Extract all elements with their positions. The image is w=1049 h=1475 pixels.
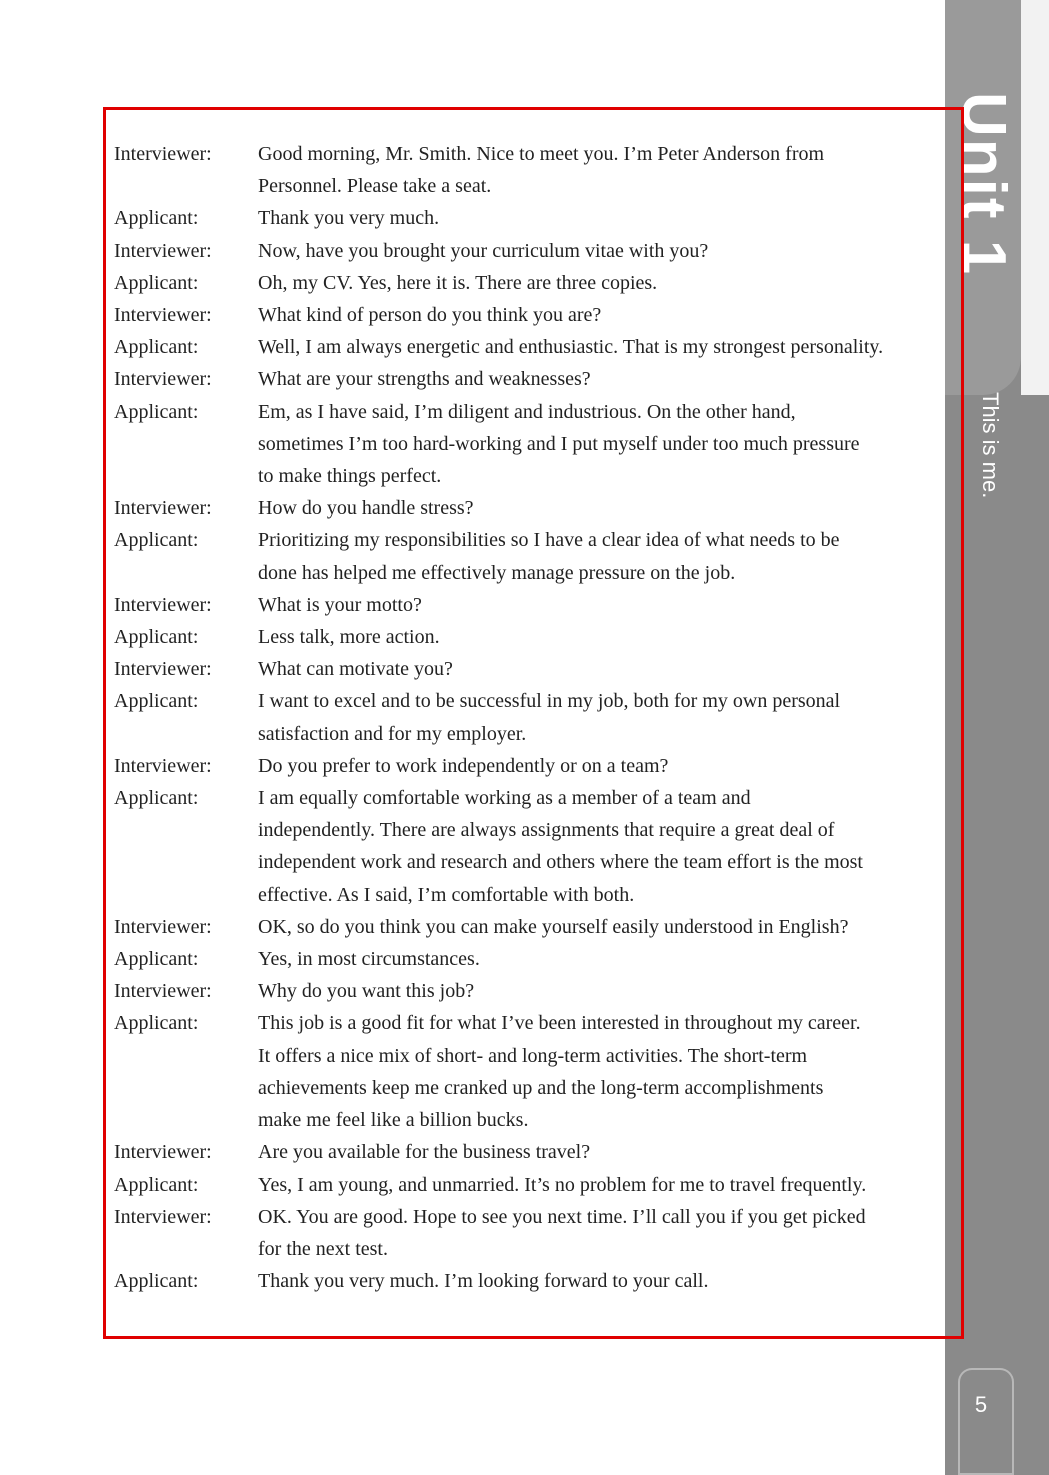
speaker-label: Interviewer: <box>114 497 212 520</box>
utterance-line: Good morning, Mr. Smith. Nice to meet you. I’m Peter Anderson from <box>258 143 825 165</box>
utterance <box>258 653 944 685</box>
utterance-line: What are your strengths and weaknesses? <box>258 368 591 391</box>
speaker-label: Applicant: <box>114 400 199 423</box>
speaker-label: Interviewer: <box>114 304 212 327</box>
dialogue-row <box>114 235 944 267</box>
utterance-line: What is your motto? <box>258 593 422 616</box>
utterance <box>258 235 944 267</box>
dialogue-row <box>114 363 944 395</box>
utterance-line: Prioritizing my responsibilities so I have a clear idea of what needs to be <box>258 529 840 552</box>
utterance-line: OK, so do you think you can make yourself easily understood in English? <box>258 915 849 938</box>
utterance <box>258 975 944 1007</box>
utterance <box>258 363 944 395</box>
utterance-line: for the next test. <box>258 1237 388 1260</box>
page-number-tab <box>958 1368 1014 1475</box>
dialogue-row <box>114 1136 944 1168</box>
dialogue-row <box>114 911 944 943</box>
dialogue-row <box>114 492 944 524</box>
utterance-line: Do you prefer to work independently or on a team? <box>258 754 669 777</box>
dialogue-row <box>114 621 944 653</box>
utterance <box>258 1201 944 1265</box>
utterance-line: to make things perfect. <box>258 465 442 488</box>
utterance-line: effective. As I said, I’m comfortable with both. <box>258 883 635 906</box>
utterance-line: Are you available for the business travel? <box>258 1141 591 1164</box>
utterance-line: Yes, I am young, and unmarried. It’s no problem for me to travel frequently. <box>258 1173 867 1196</box>
utterance-line: What can motivate you? <box>258 658 453 681</box>
dialogue-row <box>114 1007 944 1136</box>
speaker-label: Applicant: <box>114 948 199 971</box>
unit-title: Unit 1 <box>949 92 1018 277</box>
dialogue-row <box>114 1265 944 1297</box>
dialogue-row <box>114 396 944 493</box>
speaker-label: Interviewer: <box>114 239 212 262</box>
utterance <box>258 943 944 975</box>
speaker-label: Interviewer: <box>114 1205 212 1228</box>
utterance-line: satisfaction and for my employer. <box>258 722 527 745</box>
utterance-line: Yes, in most circumstances. <box>258 948 480 971</box>
utterance-line: independent work and research and others where the team effort is the most <box>258 851 863 874</box>
utterance <box>258 396 944 493</box>
dialogue-row <box>114 589 944 621</box>
speaker-label: Interviewer: <box>114 143 212 165</box>
dialogue-row <box>114 975 944 1007</box>
dialogue-row <box>114 1201 944 1265</box>
utterance <box>258 1169 944 1201</box>
utterance <box>258 299 944 331</box>
unit-subtitle: This is me. <box>978 392 1003 499</box>
utterance-line: independently. There are always assignments that require a great deal of <box>258 819 835 842</box>
utterance-line: OK. You are good. Hope to see you next time. I’ll call you if you get picked <box>258 1205 866 1228</box>
utterance <box>258 1265 944 1297</box>
utterance-line: I want to excel and to be successful in my job, both for my own personal <box>258 690 841 713</box>
utterance-line: done has helped me effectively manage pressure on the job. <box>258 561 736 584</box>
utterance-line: This job is a good fit for what I’ve been interested in throughout my career. <box>258 1012 861 1035</box>
utterance <box>258 685 944 749</box>
utterance-line: Less talk, more action. <box>258 626 440 649</box>
utterance <box>258 331 944 363</box>
utterance-line: achievements keep me cranked up and the long-term accomplishments <box>258 1076 824 1099</box>
speaker-label: Applicant: <box>114 271 199 294</box>
utterance-line: Now, have you brought your curriculum vitae with you? <box>258 239 709 262</box>
utterance <box>258 621 944 653</box>
page-number: 5 <box>974 1392 988 1417</box>
dialogue-row <box>114 750 944 782</box>
speaker-label: Interviewer: <box>114 980 212 1003</box>
dialogue-row <box>114 202 944 234</box>
speaker-label: Applicant: <box>114 690 199 713</box>
utterance-line: I am equally comfortable working as a member of a team and <box>258 787 751 810</box>
speaker-label: Interviewer: <box>114 658 212 681</box>
speaker-label: Applicant: <box>114 1012 199 1035</box>
speaker-label: Applicant: <box>114 1173 199 1196</box>
speaker-label: Applicant: <box>114 787 199 810</box>
speaker-label: Interviewer: <box>114 368 212 391</box>
utterance-line: Thank you very much. <box>258 207 440 230</box>
dialogue-row <box>114 943 944 975</box>
utterance <box>258 782 944 911</box>
dialogue-row <box>114 138 944 202</box>
utterance-line: Thank you very much. I’m looking forward to your call. <box>258 1270 709 1293</box>
utterance-line: make me feel like a billion bucks. <box>258 1109 529 1132</box>
utterance-line: Why do you want this job? <box>258 980 475 1003</box>
speaker-label: Interviewer: <box>114 1141 212 1164</box>
dialogue-row <box>114 685 944 749</box>
utterance <box>258 1007 944 1136</box>
utterance <box>258 524 944 588</box>
dialogue <box>114 138 944 1297</box>
utterance-line: Well, I am always energetic and enthusiastic. That is my strongest personality. <box>258 336 884 359</box>
utterance-line: What kind of person do you think you are? <box>258 304 602 327</box>
utterance <box>258 138 944 202</box>
utterance-line: Oh, my CV. Yes, here it is. There are three copies. <box>258 271 658 294</box>
utterance <box>258 267 944 299</box>
utterance <box>258 202 944 234</box>
utterance <box>258 492 944 524</box>
speaker-label: Interviewer: <box>114 593 212 616</box>
speaker-label: Applicant: <box>114 207 199 230</box>
dialogue-row <box>114 1169 944 1201</box>
utterance <box>258 750 944 782</box>
utterance-line: It offers a nice mix of short- and long-term activities. The short-term <box>258 1044 808 1067</box>
dialogue-row <box>114 299 944 331</box>
utterance <box>258 1136 944 1168</box>
utterance-line: sometimes I’m too hard-working and I put myself under too much pressure <box>258 432 860 455</box>
speaker-label: Applicant: <box>114 1270 199 1293</box>
utterance-line: Personnel. Please take a seat. <box>258 175 492 198</box>
dialogue-row <box>114 331 944 363</box>
utterance-line: Em, as I have said, I’m diligent and industrious. On the other hand, <box>258 400 796 423</box>
dialogue-row <box>114 653 944 685</box>
utterance <box>258 911 944 943</box>
speaker-label: Applicant: <box>114 626 199 649</box>
speaker-label: Interviewer: <box>114 754 212 777</box>
dialogue-row <box>114 267 944 299</box>
dialogue-row <box>114 782 944 911</box>
speaker-label: Interviewer: <box>114 915 212 938</box>
utterance <box>258 589 944 621</box>
dialogue-row <box>114 524 944 588</box>
speaker-label: Applicant: <box>114 336 199 359</box>
utterance-line: How do you handle stress? <box>258 497 474 520</box>
speaker-label: Applicant: <box>114 529 199 552</box>
